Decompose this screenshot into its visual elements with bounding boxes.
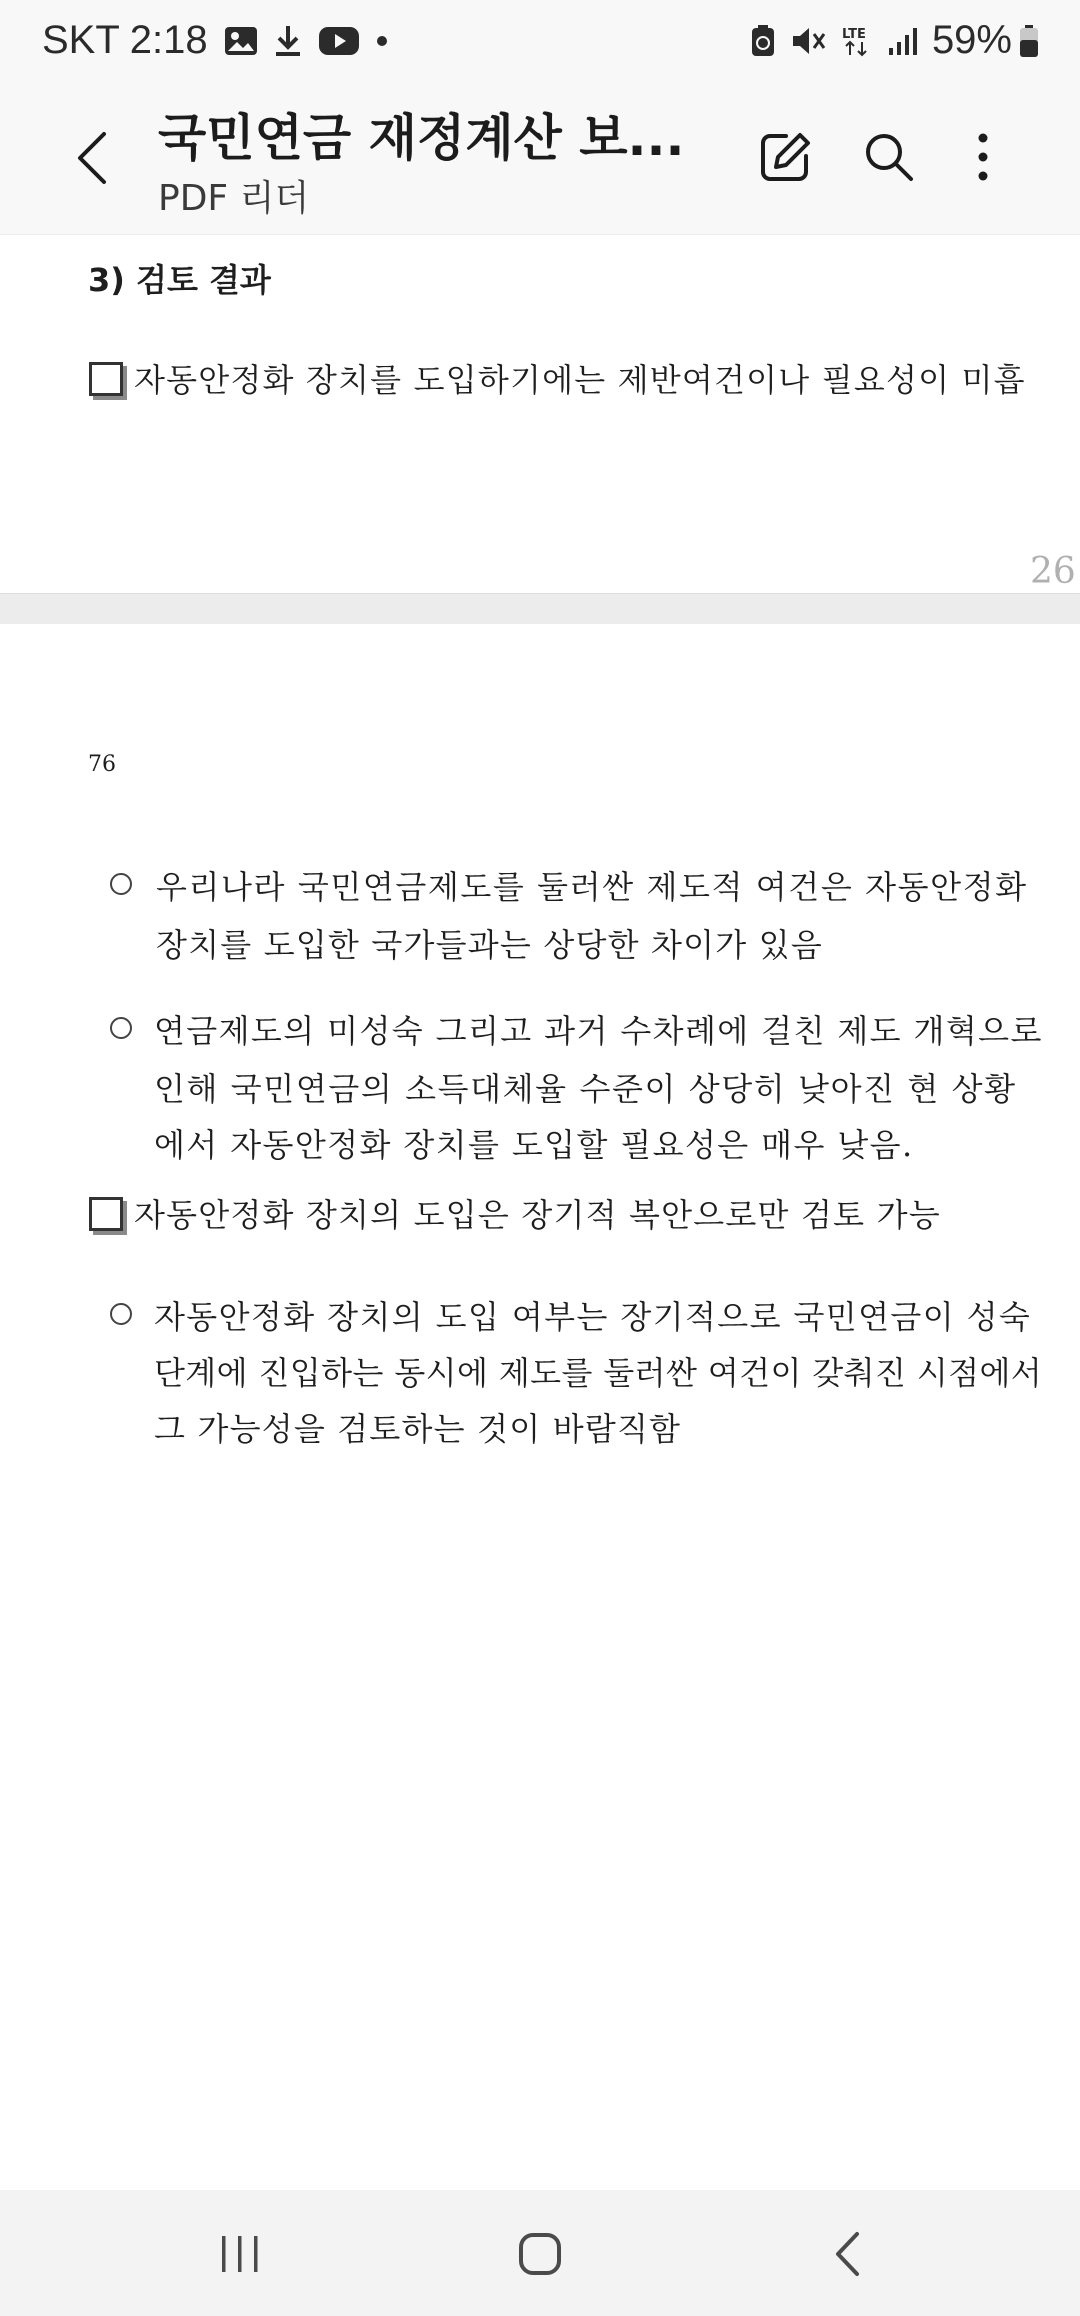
clock: 2:18 — [129, 18, 208, 62]
nav-back-button[interactable] — [818, 2224, 878, 2284]
dot-icon — [376, 35, 388, 47]
page-separator — [0, 593, 1080, 625]
search-icon — [863, 131, 915, 183]
gallery-icon — [224, 26, 258, 56]
signal-icon — [888, 26, 918, 56]
battery-icon — [1018, 24, 1040, 58]
square-bullet-icon — [89, 1197, 123, 1231]
back-icon — [74, 130, 110, 186]
navigation-bar — [0, 2190, 1080, 2316]
paragraph-line: 연금제도의 미성숙 그리고 과거 수차례에 걸친 제도 개혁으로 — [154, 1012, 1043, 1050]
battery-percent: 59% — [931, 18, 1012, 62]
edit-button[interactable] — [754, 122, 816, 192]
square-bullet-icon — [89, 362, 123, 396]
page-number: 76 — [88, 752, 116, 777]
back-button[interactable] — [62, 118, 122, 198]
paragraph-line: 자동안정화 장치의 도입 여부는 장기적으로 국민연금이 성숙 — [154, 1298, 1032, 1336]
recents-button[interactable] — [210, 2226, 270, 2282]
paragraph-line: 인해 국민연금의 소득대체율 수준이 상당히 낮아진 현 상황 — [154, 1070, 1017, 1108]
home-icon — [518, 2232, 562, 2276]
page-number-partial: 26 — [1030, 551, 1076, 592]
lte-label: LTE — [841, 26, 866, 42]
paragraph-line: 그 가능성을 검토하는 것이 바람직함 — [154, 1410, 682, 1448]
lte-icon — [840, 24, 874, 58]
home-button[interactable] — [510, 2224, 570, 2284]
edit-icon — [758, 130, 812, 184]
more-icon — [976, 132, 990, 182]
box-item-text: 자동안정화 장치를 도입하기에는 제반여건이나 필요성이 미흡 — [134, 361, 1026, 399]
pdf-page-previous — [0, 235, 1080, 593]
recents-icon — [218, 2234, 262, 2274]
status-right — [750, 18, 1040, 63]
mute-icon — [790, 25, 826, 57]
paragraph-line: 단계에 진입하는 동시에 제도를 둘러싼 여건이 갖춰진 시점에서 — [154, 1354, 1043, 1392]
youtube-icon — [318, 26, 360, 56]
pdf-viewer[interactable] — [0, 235, 1080, 2190]
circle-bullet-icon — [110, 873, 132, 895]
section-heading: 3) 검토 결과 — [88, 261, 271, 299]
battery-fill — [1020, 40, 1038, 57]
back-icon — [833, 2231, 863, 2277]
status-left — [42, 18, 388, 63]
circle-bullet-icon — [110, 1303, 132, 1325]
document-title: 국민연금 재정계산 보... — [158, 109, 685, 167]
paragraph-line: 에서 자동안정화 장치를 도입할 필요성은 매우 낮음. — [154, 1126, 914, 1164]
battery-saver-icon — [750, 24, 776, 58]
status-bar — [0, 0, 1080, 84]
app-bar — [0, 84, 1080, 235]
app-subtitle: PDF 리더 — [158, 178, 310, 219]
more-options-button[interactable] — [952, 122, 1014, 192]
paragraph-line: 우리나라 국민연금제도를 둘러싼 제도적 여건은 자동안정화 — [156, 868, 1028, 906]
circle-bullet-icon — [110, 1017, 132, 1039]
download-icon — [274, 24, 302, 58]
paragraph-line: 장치를 도입한 국가들과는 상당한 차이가 있음 — [156, 926, 823, 964]
pdf-page-current — [0, 624, 1080, 2190]
search-button[interactable] — [858, 122, 920, 192]
carrier: SKT — [42, 18, 120, 62]
box-item-text: 자동안정화 장치의 도입은 장기적 복안으로만 검토 가능 — [134, 1196, 941, 1234]
